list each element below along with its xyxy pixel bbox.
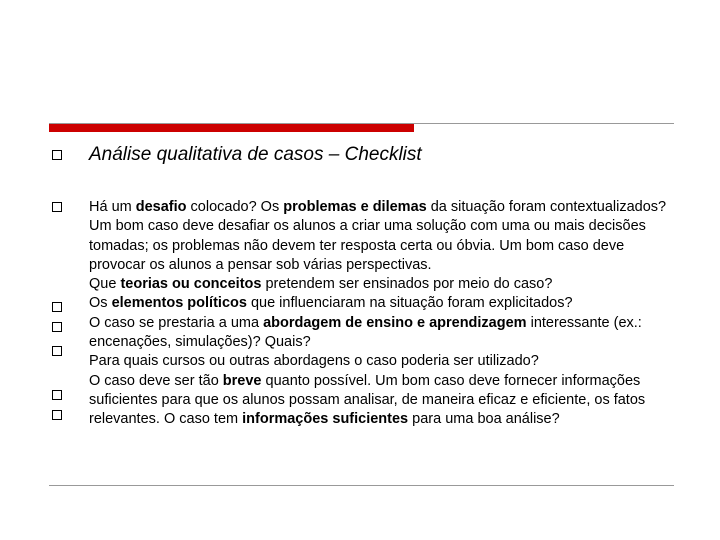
checklist-item-text: da situação foram contextualizados? Um bom caso deve desafiar os alunos a criar uma solução com uma ou mais decisões tomadas; os problemas não devem ter resposta certa ou óbvia. Um bom caso deve provocar os alunos a pensar sob várias perspectivas. bbox=[89, 199, 667, 273]
slide-title: Análise qualitativa de casos – Checklist bbox=[89, 144, 422, 165]
checklist-item bbox=[89, 198, 679, 275]
checklist-item-text: quanto possível. Um bom caso deve fornecer informações suficientes para que os alunos possam analisar, de maneira eficaz e eficiente, os fatos relevantes. O caso tem bbox=[89, 372, 646, 428]
checklist-item-text: Os bbox=[89, 295, 112, 312]
checklist-item-emphasis: desafio bbox=[135, 199, 187, 215]
header-accent-bar bbox=[49, 124, 414, 132]
checklist-item-text: Que bbox=[89, 276, 121, 293]
checklist-item bbox=[89, 372, 679, 430]
checklist-bullet-icon bbox=[52, 390, 62, 400]
checklist-item-text: colocado? Os bbox=[186, 199, 284, 215]
checklist-bullet-icon bbox=[52, 302, 62, 312]
checklist-bullet-icon bbox=[52, 410, 62, 420]
checklist-item bbox=[89, 275, 679, 294]
title-bullet-icon bbox=[52, 150, 62, 160]
checklist-item-emphasis: breve bbox=[222, 372, 262, 389]
checklist-item-emphasis: elementos políticos bbox=[111, 295, 247, 312]
footer-rule bbox=[49, 485, 674, 486]
checklist-item bbox=[89, 294, 679, 313]
checklist-item-text: O caso se prestaria a uma bbox=[89, 314, 264, 331]
checklist-bullet-icon bbox=[52, 322, 62, 332]
checklist-item-text: interessante (ex.: encenações, simulações)? Quais? bbox=[89, 314, 642, 351]
checklist-item-emphasis: abordagem de ensino e aprendizagem bbox=[263, 314, 527, 331]
checklist-item-text: para uma boa análise? bbox=[408, 411, 560, 428]
checklist-bullet-icon bbox=[52, 202, 62, 212]
checklist-item-emphasis: informações suficientes bbox=[242, 411, 409, 428]
checklist-item-text: Para quais cursos ou outras abordagens o caso poderia ser utilizado? bbox=[89, 353, 539, 370]
checklist-item-text: que influenciaram na situação foram explicitados? bbox=[246, 295, 573, 312]
checklist-item-emphasis: teorias ou conceitos bbox=[120, 276, 262, 293]
checklist-item bbox=[89, 314, 679, 353]
checklist-item-text: pretendem ser ensinados por meio do caso? bbox=[261, 276, 553, 293]
checklist-item bbox=[89, 352, 679, 371]
checklist bbox=[89, 198, 679, 430]
checklist-bullet-icon bbox=[52, 346, 62, 356]
checklist-item-emphasis: problemas e dilemas bbox=[283, 199, 427, 215]
checklist-item-text: O caso deve ser tão bbox=[89, 372, 223, 389]
checklist-item-text: Há um bbox=[89, 199, 136, 215]
